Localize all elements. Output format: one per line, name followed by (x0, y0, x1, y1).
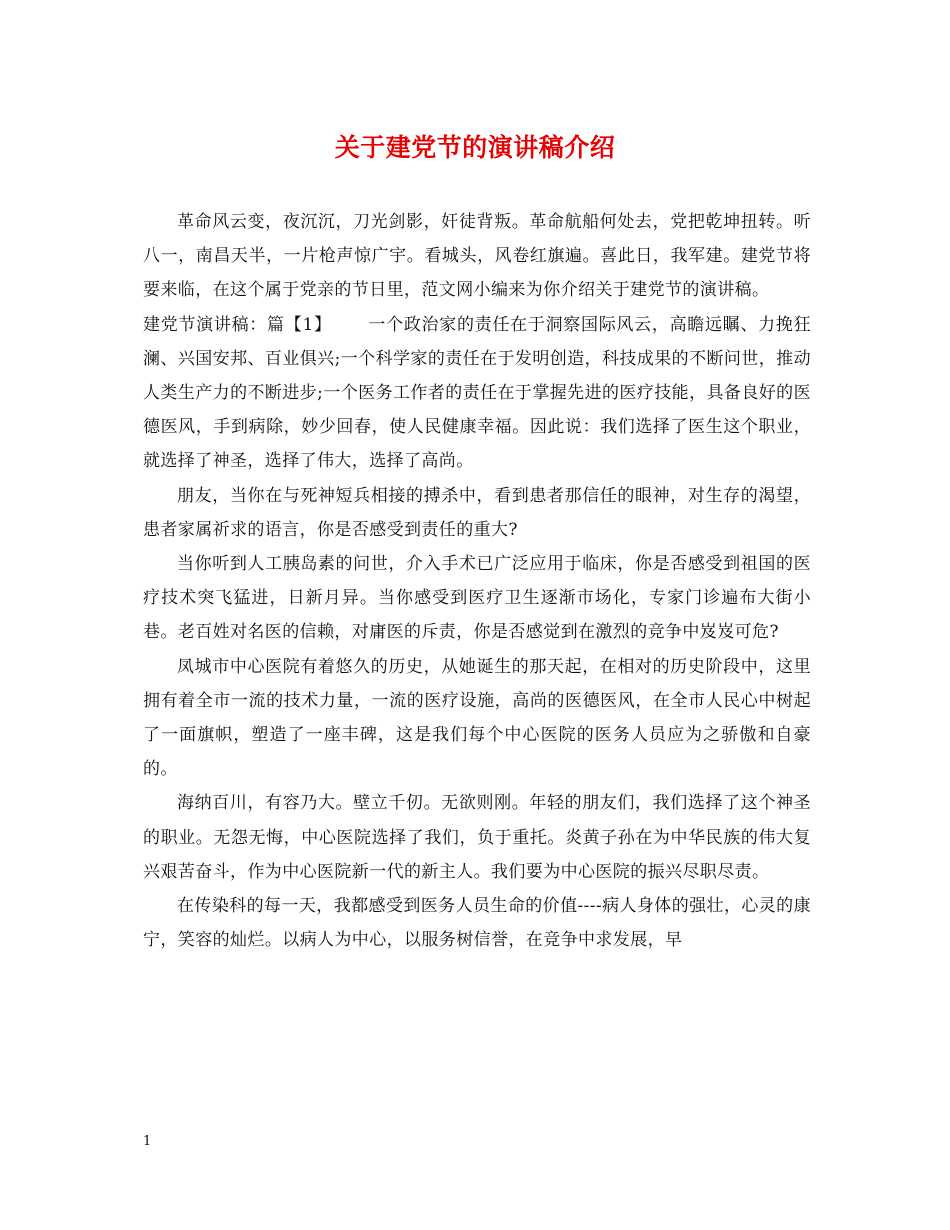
paragraph: 凤城市中心医院有着悠久的历史，从她诞生的那天起，在相对的历史阶段中，这里拥有着全市一流的技术力量，一流的医疗设施，高尚的医德医风，在全市人民心中树起了一面旗帜，塑造了一座丰碑，这是我们每个中心医院的医务人员应为之骄傲和自豪的。 (143, 656, 811, 780)
paragraph-intro: 革命风云变，夜沉沉，刀光剑影，奸徒背叛。革命航船何处去，党把乾坤扭转。听八一，南昌天半，一片枪声惊广宇。看城头，风卷红旗遍。喜此日，我军建。建党节将要来临，在这个属于党亲的节日里，范文网小编来为你介绍关于建党节的演讲稿。 (143, 212, 811, 301)
page-number: 1 (143, 1134, 152, 1149)
paragraph-speech-1: 建党节演讲稿：篇【1】 一个政治家的责任在于洞察国际风云，高瞻远瞩、力挽狂澜、兴国安邦、百业俱兴;一个科学家的责任在于发明创造，科技成果的不断问世，推动人类生产力的不断进步;一个医务工作者的责任在于掌握先进的医疗技能，具备良好的医德医风，手到病除，妙少回春，使人民健康幸福。因此说：我们选择了医生这个职业，就选择了神圣，选择了伟大，选择了高尚。 (143, 314, 811, 472)
paragraph: 朋友，当你在与死神短兵相接的搏杀中，看到患者那信任的眼神，对生存的渴望，患者家属祈求的语言，你是否感受到责任的重大? (143, 485, 811, 540)
paragraph: 在传染科的每一天，我都感受到医务人员生命的价值----病人身体的强壮，心灵的康宁，笑容的灿烂。以病人为中心，以服务树信誉，在竞争中求发展，早 (143, 896, 811, 951)
page-title: 关于建党节的演讲稿介绍 (334, 133, 616, 162)
paragraph: 当你听到人工胰岛素的问世，介入手术已广泛应用于临床，你是否感受到祖国的医疗技术突飞猛进，日新月异。当你感受到医疗卫生逐渐市场化，专家门诊遍布大街小巷。老百姓对名医的信赖，对庸医的斥责，你是否感觉到在激烈的竞争中岌岌可危? (143, 554, 811, 643)
document-body (143, 205, 811, 957)
paragraph: 海纳百川，有容乃大。壁立千仞。无欲则刚。年轻的朋友们，我们选择了这个神圣的职业。无怨无悔，中心医院选择了我们，负于重托。炎黄子孙在为中华民族的伟大复兴艰苦奋斗，作为中心医院新一代的新主人。我们要为中心医院的振兴尽职尽责。 (143, 793, 811, 882)
